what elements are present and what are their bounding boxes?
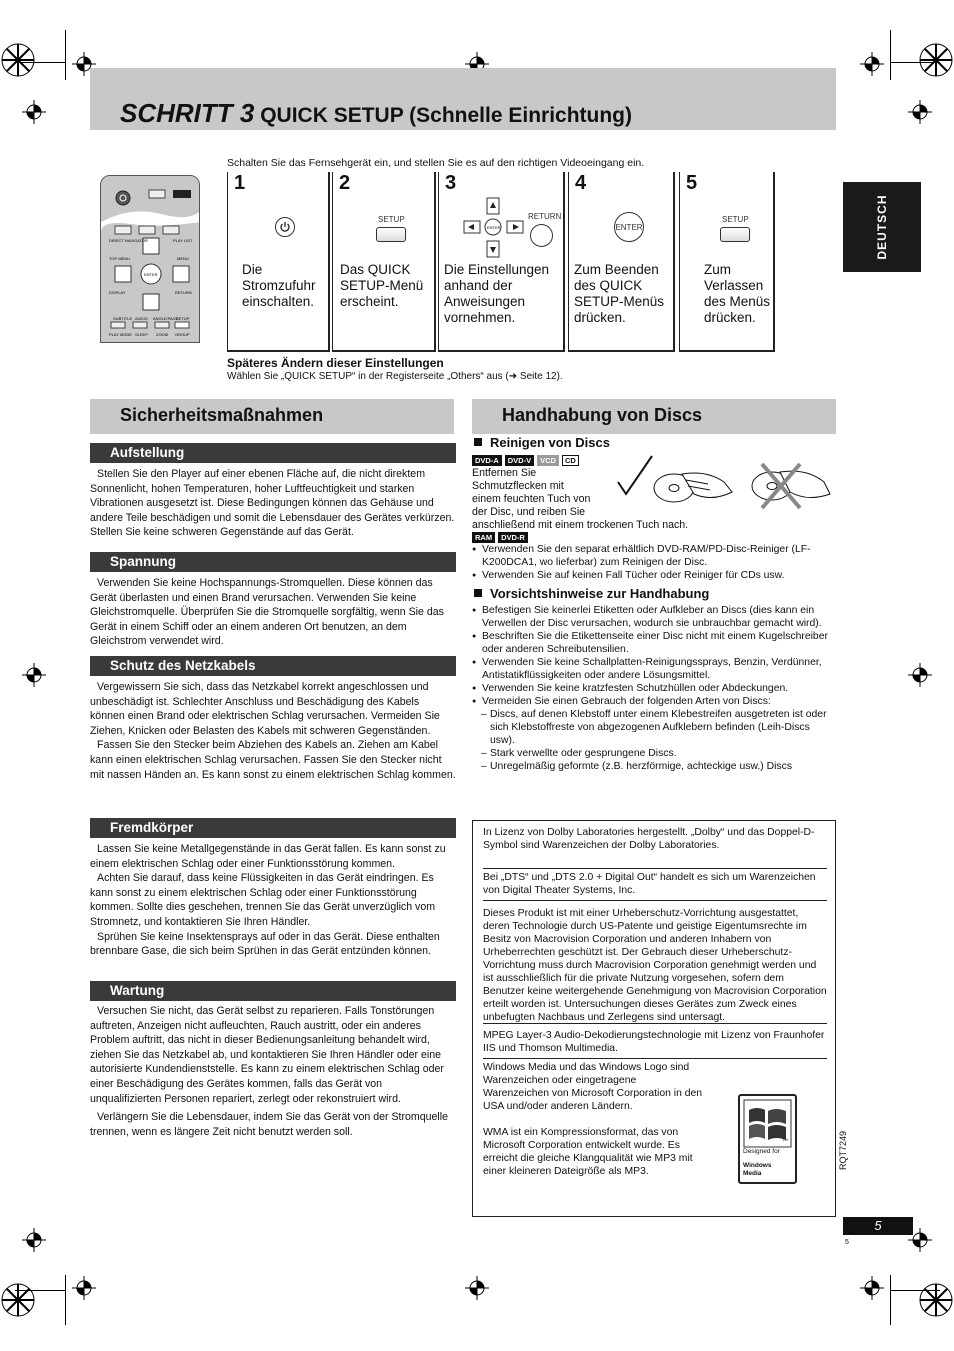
badge-ram: RAM [472,532,495,543]
color-bar-mark-icon [918,1282,954,1318]
registration-mark-icon [72,1276,96,1300]
clean-line: einem feuchten Tuch von [472,493,591,505]
step-number: 5 [686,172,698,194]
license-mpeg: MPEG Layer-3 Audio-Dekodierungstechnologie mit Lizenz von Fraunhofer IIS und Thomson Multimedia. [483,1030,825,1054]
designed-for-text: Designed for [743,1148,780,1155]
disc-type-badges [472,455,579,466]
registration-mark-icon [908,663,932,687]
remote-label: ZOOM [156,332,168,337]
section-heading-aufstellung: Aufstellung [90,443,456,463]
license-dolby: In Lizenz von Dolby Laboratories hergestellt. „Dolby“ und das Doppel-D-Symbol sind Warenzeichen der Dolby Laboratories. [483,827,815,851]
divider [483,900,827,901]
license-windows-media: Windows Media und das Windows Logo sind Warenzeichen oder eingetragene Warenzeichen von Microsoft Corporation in den USA und/oder anderen Ländern. [483,1062,703,1112]
license-wma: WMA ist ein Kompressionsformat, das von Microsoft Corporation entwickelt wurde. Es erreicht die gleiche Klangqualität wie MP3 mit einer kleineren Dateigröße als MP3. [483,1127,693,1177]
language-tab [843,182,921,272]
crop-line [890,1275,891,1325]
clean-line: Schmutzflecken mit [472,480,564,492]
step-text: Die Stromzufuhr einschalten. [242,262,316,309]
section-heading-netzkabel: Schutz des Netzkabels [90,656,456,676]
registration-mark-icon [465,1276,489,1300]
paragraph: Stellen Sie den Player auf einer ebenen Fläche auf, die nicht direktem Sonnenlicht, hohen Temperaturen, hoher Luftfeuchtigkeit und starken Vibrationen ausgesetzt ist. Diese Bedingungen können das Gehäuse und andere Teile beschädigen und somit die Lebensdauer des Gerätes verkürzen. Stellen Sie keine schweren Gegenstände auf das Gerät. [90,468,455,539]
registration-mark-icon [860,1276,884,1300]
paragraph: Verwenden Sie keine Hochspannungs-Stromquellen. Diese können das Gerät überlasten und einen Brand verursachen. Verwenden Sie keine Gleichstromquelle. Überprüfen Sie die Stromquelle sorgfältig, wenn Sie das Gerät in einem Schiff oder an einem anderen Ort benutzen, an dem Gleichstrom verwendet wird. [90,577,444,648]
remote-label: ANGLE/PAGE [153,316,179,321]
registration-mark-icon [908,100,932,124]
badge-vcd: VCD [537,455,559,466]
intro-text: Schalten Sie das Fernsehgerät ein, und stellen Sie es auf den richtigen Videoeingang ein. [227,157,645,169]
care-heading: Vorsichtshinweise zur Handhabung [474,586,709,601]
step-1 [227,172,330,352]
step-2 [332,172,436,352]
section-heading-wartung: Wartung [90,981,456,1001]
paragraph: Lassen Sie keine Metallgegenstände in das Gerät fallen. Es kann sonst zu einem elektrischen Schlag oder einer Funktionsstörung kommen. [90,843,446,870]
bullet: ● Vermeiden Sie einen Gebrauch der folgenden Arten von Discs: [472,695,837,708]
page-title-bar [90,68,836,130]
clean-line: der Disc, und reiben Sie [472,506,586,518]
divider [483,1058,827,1059]
color-bar-mark-icon [0,42,36,78]
step-4 [568,172,675,352]
crop-line [65,30,66,80]
bullet: ● Befestigen Sie keinerlei Etiketten oder Aufkleber an Discs (dies kann ein Verwellen der Disc verursachen, wodurch sie unbrauchbar gemacht wird). [472,604,837,630]
disc-heading-bar [472,399,836,434]
remote-label: DIRECT NAVIGATOR [109,238,148,243]
badge-dvd-a: DVD-A [472,455,502,466]
care-bullets [472,604,837,773]
document-code: RQT7249 [838,1130,848,1170]
badge-dvd-r: DVD-R [498,532,528,543]
step-5 [679,172,775,352]
section-text-aufstellung [90,467,456,540]
remote-label: DISPLAY [109,290,126,295]
safety-heading: Sicherheitsmaßnahmen [120,405,324,425]
windows-flag-icon [740,1096,795,1151]
power-icon [275,217,295,237]
remote-label: ENTER [144,272,158,277]
safety-heading-bar [90,399,454,434]
windows-media-logo [738,1094,797,1184]
footer-page-number: 5 [845,1239,849,1246]
registration-mark-icon [22,1228,46,1252]
step-number: 4 [575,172,587,194]
paragraph: Fassen Sie den Stecker beim Abziehen des Kabels an. Ziehen am Kabel kann einen elektrischen Schlag verursachen. Fassen Sie den Stecker nicht mit nassen Händen an. Es kann sonst zu einem elektrischen Schlag kommen. [90,739,456,781]
page-title [120,98,632,129]
setup-button-icon [376,227,406,242]
remote-label: MENU [177,256,189,261]
dash-item: – Stark verwellte oder gesprungene Discs. [472,747,837,760]
bullet: ● Verwenden Sie keine kratzfesten Schutzhüllen oder Abdeckungen. [472,682,837,695]
step-number: 3 [445,172,457,194]
paragraph: Vergewissern Sie sich, dass das Netzkabel korrekt angeschlossen und unbeschädigt ist. Schlechter Anschluss und Beschädigung des Kabels können einen Brand oder elektrischen Schlag verursachen. Vermeiden Sie Ziehen, Knicken oder Belasten des Kabels mit schweren Gegenständen. [90,681,440,737]
language-tab-label: DEUTSCH [875,194,889,260]
color-bar-mark-icon [918,42,954,78]
remote-label: PLAY LIST [173,238,193,243]
later-text: Wählen Sie „QUICK SETUP“ in der Registerseite „Others“ aus (➜ Seite 12). [227,371,563,382]
return-button-icon [530,224,553,247]
remote-label: SLEEP [135,332,148,337]
registration-mark-icon [22,663,46,687]
registration-mark-icon [22,100,46,124]
remote-control-illustration [100,175,200,343]
bullet: ● Verwenden Sie auf keinen Fall Tücher oder Reiniger für CDs usw. [472,569,837,582]
badge-cd: CD [562,455,579,466]
clean-line: Entfernen Sie [472,467,537,479]
remote-label: PLAY MODE [109,332,132,337]
enter-label: ENTER [487,225,501,230]
paragraph: Achten Sie darauf, dass keine Flüssigkeiten in das Gerät eindringen. Es kann sonst zu einem elektrischen Schlag oder einer Funktionsstörung kommen. Sollte dies geschehen, trennen Sie das Gerät unverzüglich vom Stromnetz, und kontaktieren Sie Ihren Händler. [90,872,436,928]
disc-cleaning-illustration [612,452,837,512]
divider [483,868,827,869]
setup-label: SETUP [378,215,405,224]
title-step: SCHRITT 3 [120,98,255,128]
badge-dvd-v: DVD-V [505,455,534,466]
bullet: ● Beschriften Sie die Etikettenseite einer Disc nicht mit einem Kugelschreiber oder anderen Schreibutensilien. [472,630,837,656]
dash-item: – Unregelmäßig geformte (z.B. herzförmige, achteckige usw.) Discs [472,760,837,773]
crop-line [65,1275,66,1325]
enter-label: ENTER [615,222,643,232]
later-heading: Späteres Ändern dieser Einstellungen [227,356,444,370]
step-3 [438,172,565,352]
step-text: Zum Beenden des QUICK SETUP-Menüs drücken. [574,262,665,325]
cursor-pad-icon [463,197,525,259]
registration-mark-icon [860,52,884,76]
color-bar-mark-icon [0,1282,36,1318]
remote-label: TOP MENU [109,256,130,261]
remote-label: GROUP [175,332,190,337]
remote-label: AUDIO [135,316,148,321]
clean-bullets [472,543,837,582]
section-heading-fremdkoerper: Fremdkörper [90,818,456,838]
tm-mark: TM [782,1137,788,1142]
clean-line: anschließend mit einem trockenen Tuch nach. [472,519,689,531]
paragraph: Sprühen Sie keine Insektensprays auf oder in das Gerät. Diese enthalten brennbare Gase, die sich beim Sprühen in das Gerät entzünden können. [90,930,440,958]
setup-button-icon [720,227,750,242]
remote-label: SUBTITLE [113,316,133,321]
license-dts: Bei „DTS“ und „DTS 2.0 + Digital Out“ handelt es sich um Warenzeichen von Digital Theater Systems, Inc. [483,872,816,896]
step-text: Die Einstellungen anhand der Anweisungen vornehmen. [444,262,550,325]
disc-heading: Handhabung von Discs [502,405,703,425]
remote-label: SETUP [176,316,190,321]
dash-item: – Discs, auf denen Klebstoff unter einem Klebestreifen ausgetreten ist oder sich Klebstoffreste von abgezogenen Aufklebern befinden (Leih-Discs usw). [472,708,837,747]
paragraph: Versuchen Sie nicht, das Gerät selbst zu reparieren. Falls Tonstörungen auftreten, Anzeigen nicht aufleuchten, Rauch austritt, oder ein anderes Problem auftritt, das nicht in dieser Bedienungsanleitung behandelt wird, ziehen Sie das Netzkabel ab, und kontaktieren Sie Ihren Händler oder eine autorisierte Kundendienststelle. Es kann zu einem elektrischen Schlag oder einer Beschädigung des Gerätes kommen, falls das Gerät von unqualifizierten Personen repariert, zerlegt oder rekonstruiert wird. [90,1005,444,1105]
step-text: Zum Verlassen des Menüs drücken. [704,262,771,325]
step-number: 1 [234,172,246,194]
divider [483,1023,827,1024]
section-text-netzkabel [90,680,456,782]
section-heading-spannung: Spannung [90,552,456,572]
title-text: QUICK SETUP (Schnelle Einrichtung) [260,104,633,127]
paragraph: Verlängern Sie die Lebensdauer, indem Sie das Gerät von der Stromquelle trennen, wenn es längere Zeit nicht benutzt werden soll. [90,1111,448,1138]
enter-button-icon [614,212,644,242]
setup-label: SETUP [722,215,749,224]
bullet: ● Verwenden Sie den separat erhältlich DVD-RAM/PD-Disc-Reiniger (LF-K200DCA1, wo lieferbar) zum Reinigen der Disc. [472,543,837,569]
disc-type-badges [472,532,528,543]
section-text-spannung [90,576,456,649]
license-macrovision: Dieses Produkt ist mit einer Urheberschutz-Vorrichtung ausgestattet, deren Technologie durch US-Patente und geistige Eigentumsrechte im Besitz von Macrovision Corporation und anderen Inhabern von Urheberrechten geschützt ist. Der Gebrauch dieser Urheberschutz-Vorrichtung muss durch Macrovision Corporation genehmigt werden und ist ausschließlich für die private Nutzung vorgesehen, sofern dem Benutzer keine weitergehende Genehmigung von Macrovision Corporation erteilt worden ist. Untersuchungen dieses Gerätes zum Zweck eines unbefugten Nachbaus und Zerlegens sind untersagt. [483,908,827,1023]
remote-control-icon [101,176,200,343]
return-label: RETURN [528,212,562,221]
section-text-wartung [90,1004,456,1139]
windows-media-text: Windows Media [743,1162,772,1177]
crop-line [890,30,891,80]
page-number: 5 [843,1217,913,1235]
section-text-fremdkoerper [90,842,456,959]
bullet: ● Verwenden Sie keine Schallplatten-Reinigungssprays, Benzin, Verdünner, Antistatikflüssigkeiten oder andere Lösungsmittel. [472,656,837,682]
step-number: 2 [339,172,351,194]
remote-label: RETURN [175,290,192,295]
clean-heading: Reinigen von Discs [474,435,610,450]
step-text: Das QUICK SETUP-Menü erscheint. [340,262,424,309]
